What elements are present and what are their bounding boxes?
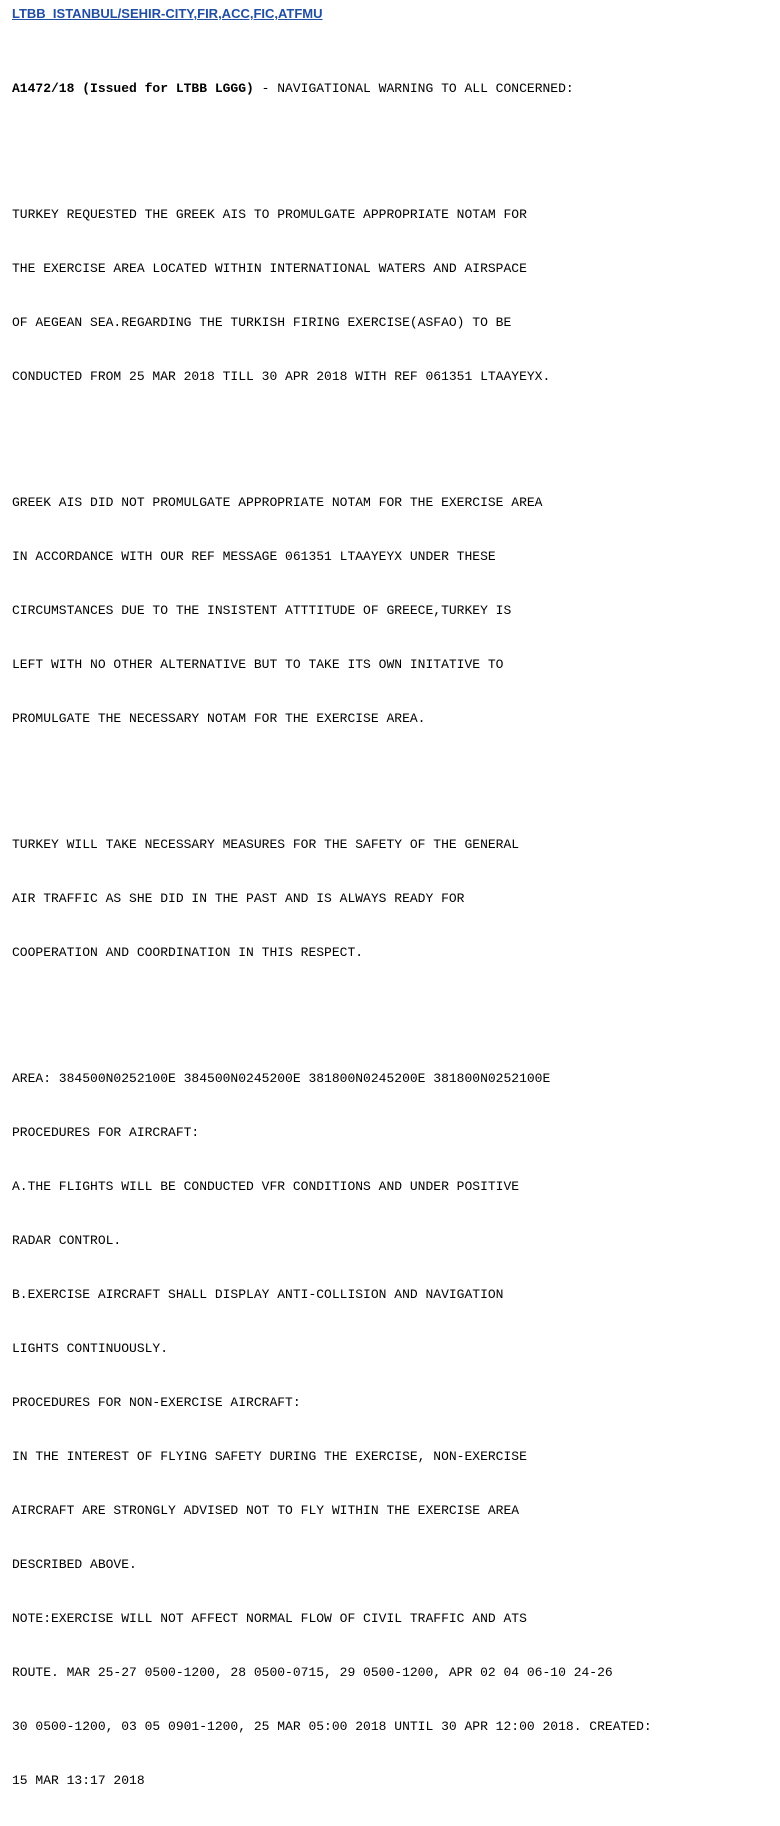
location-link[interactable]: LTBB ISTANBUL/SEHIR-CITY,FIR,ACC,FIC,ATFMU — [12, 6, 323, 21]
schedule-line: ROUTE. MAR 25-27 0500-1200, 28 0500-0715, 29 0500-1200, APR 02 04 06-10 24-26 — [12, 1665, 613, 1680]
blank-line — [12, 998, 652, 1016]
procedure-line: IN THE INTEREST OF FLYING SAFETY DURING THE EXERCISE, NON-EXERCISE — [12, 1449, 527, 1464]
paragraph-1-line: THE EXERCISE AREA LOCATED WITHIN INTERNATIONAL WATERS AND AIRSPACE — [12, 261, 527, 276]
paragraph-1-line: CONDUCTED FROM 25 MAR 2018 TILL 30 APR 2018 WITH REF 061351 LTAAYEYX. — [12, 369, 551, 384]
notam-id-line — [12, 80, 652, 98]
procedure-line: AIRCRAFT ARE STRONGLY ADVISED NOT TO FLY WITHIN THE EXERCISE AREA — [12, 1503, 520, 1518]
paragraph-3-line: TURKEY WILL TAKE NECESSARY MEASURES FOR THE SAFETY OF THE GENERAL — [12, 837, 520, 852]
procedure-line: DESCRIBED ABOVE. — [12, 1557, 137, 1572]
paragraph-1-line: OF AEGEAN SEA.REGARDING THE TURKISH FIRING EXERCISE(ASFAO) TO BE — [12, 315, 512, 330]
procedures-heading: PROCEDURES FOR NON-EXERCISE AIRCRAFT: — [12, 1395, 301, 1410]
procedure-line: B.EXERCISE AIRCRAFT SHALL DISPLAY ANTI-COLLISION AND NAVIGATION — [12, 1287, 504, 1302]
schedule-line: 30 0500-1200, 03 05 0901-1200, 25 MAR 05:00 2018 UNTIL 30 APR 12:00 2018. CREATED: — [12, 1719, 652, 1734]
procedure-line: LIGHTS CONTINUOUSLY. — [12, 1341, 169, 1356]
paragraph-2-line: PROMULGATE THE NECESSARY NOTAM FOR THE EXERCISE AREA. — [12, 711, 426, 726]
notam-id: A1472/18 (Issued for LTBB LGGG) — [12, 81, 254, 96]
area-coordinates: AREA: 384500N0252100E 384500N0245200E 381800N0245200E 381800N0252100E — [12, 1071, 551, 1086]
notam-body — [12, 44, 652, 1826]
procedures-heading: PROCEDURES FOR AIRCRAFT: — [12, 1125, 200, 1140]
blank-line — [12, 764, 652, 782]
paragraph-2-line: CIRCUMSTANCES DUE TO THE INSISTENT ATTTITUDE OF GREECE,TURKEY IS — [12, 603, 512, 618]
paragraph-3-line: AIR TRAFFIC AS SHE DID IN THE PAST AND IS ALWAYS READY FOR — [12, 891, 465, 906]
note-line: NOTE:EXERCISE WILL NOT AFFECT NORMAL FLOW OF CIVIL TRAFFIC AND ATS — [12, 1611, 527, 1626]
paragraph-2-line: LEFT WITH NO OTHER ALTERNATIVE BUT TO TAKE ITS OWN INITATIVE TO — [12, 657, 504, 672]
notam-title: - NAVIGATIONAL WARNING TO ALL CONCERNED: — [253, 81, 574, 96]
paragraph-2-line: IN ACCORDANCE WITH OUR REF MESSAGE 061351 LTAAYEYX UNDER THESE — [12, 549, 496, 564]
paragraph-3-line: COOPERATION AND COORDINATION IN THIS RESPECT. — [12, 945, 364, 960]
procedure-line: RADAR CONTROL. — [12, 1233, 122, 1248]
procedure-line: A.THE FLIGHTS WILL BE CONDUCTED VFR CONDITIONS AND UNDER POSITIVE — [12, 1179, 520, 1194]
blank-line — [12, 134, 652, 152]
paragraph-1-line: TURKEY REQUESTED THE GREEK AIS TO PROMULGATE APPROPRIATE NOTAM FOR — [12, 207, 527, 222]
created-line: 15 MAR 13:17 2018 — [12, 1773, 145, 1788]
paragraph-2-line: GREEK AIS DID NOT PROMULGATE APPROPRIATE NOTAM FOR THE EXERCISE AREA — [12, 495, 543, 510]
blank-line — [12, 422, 652, 440]
